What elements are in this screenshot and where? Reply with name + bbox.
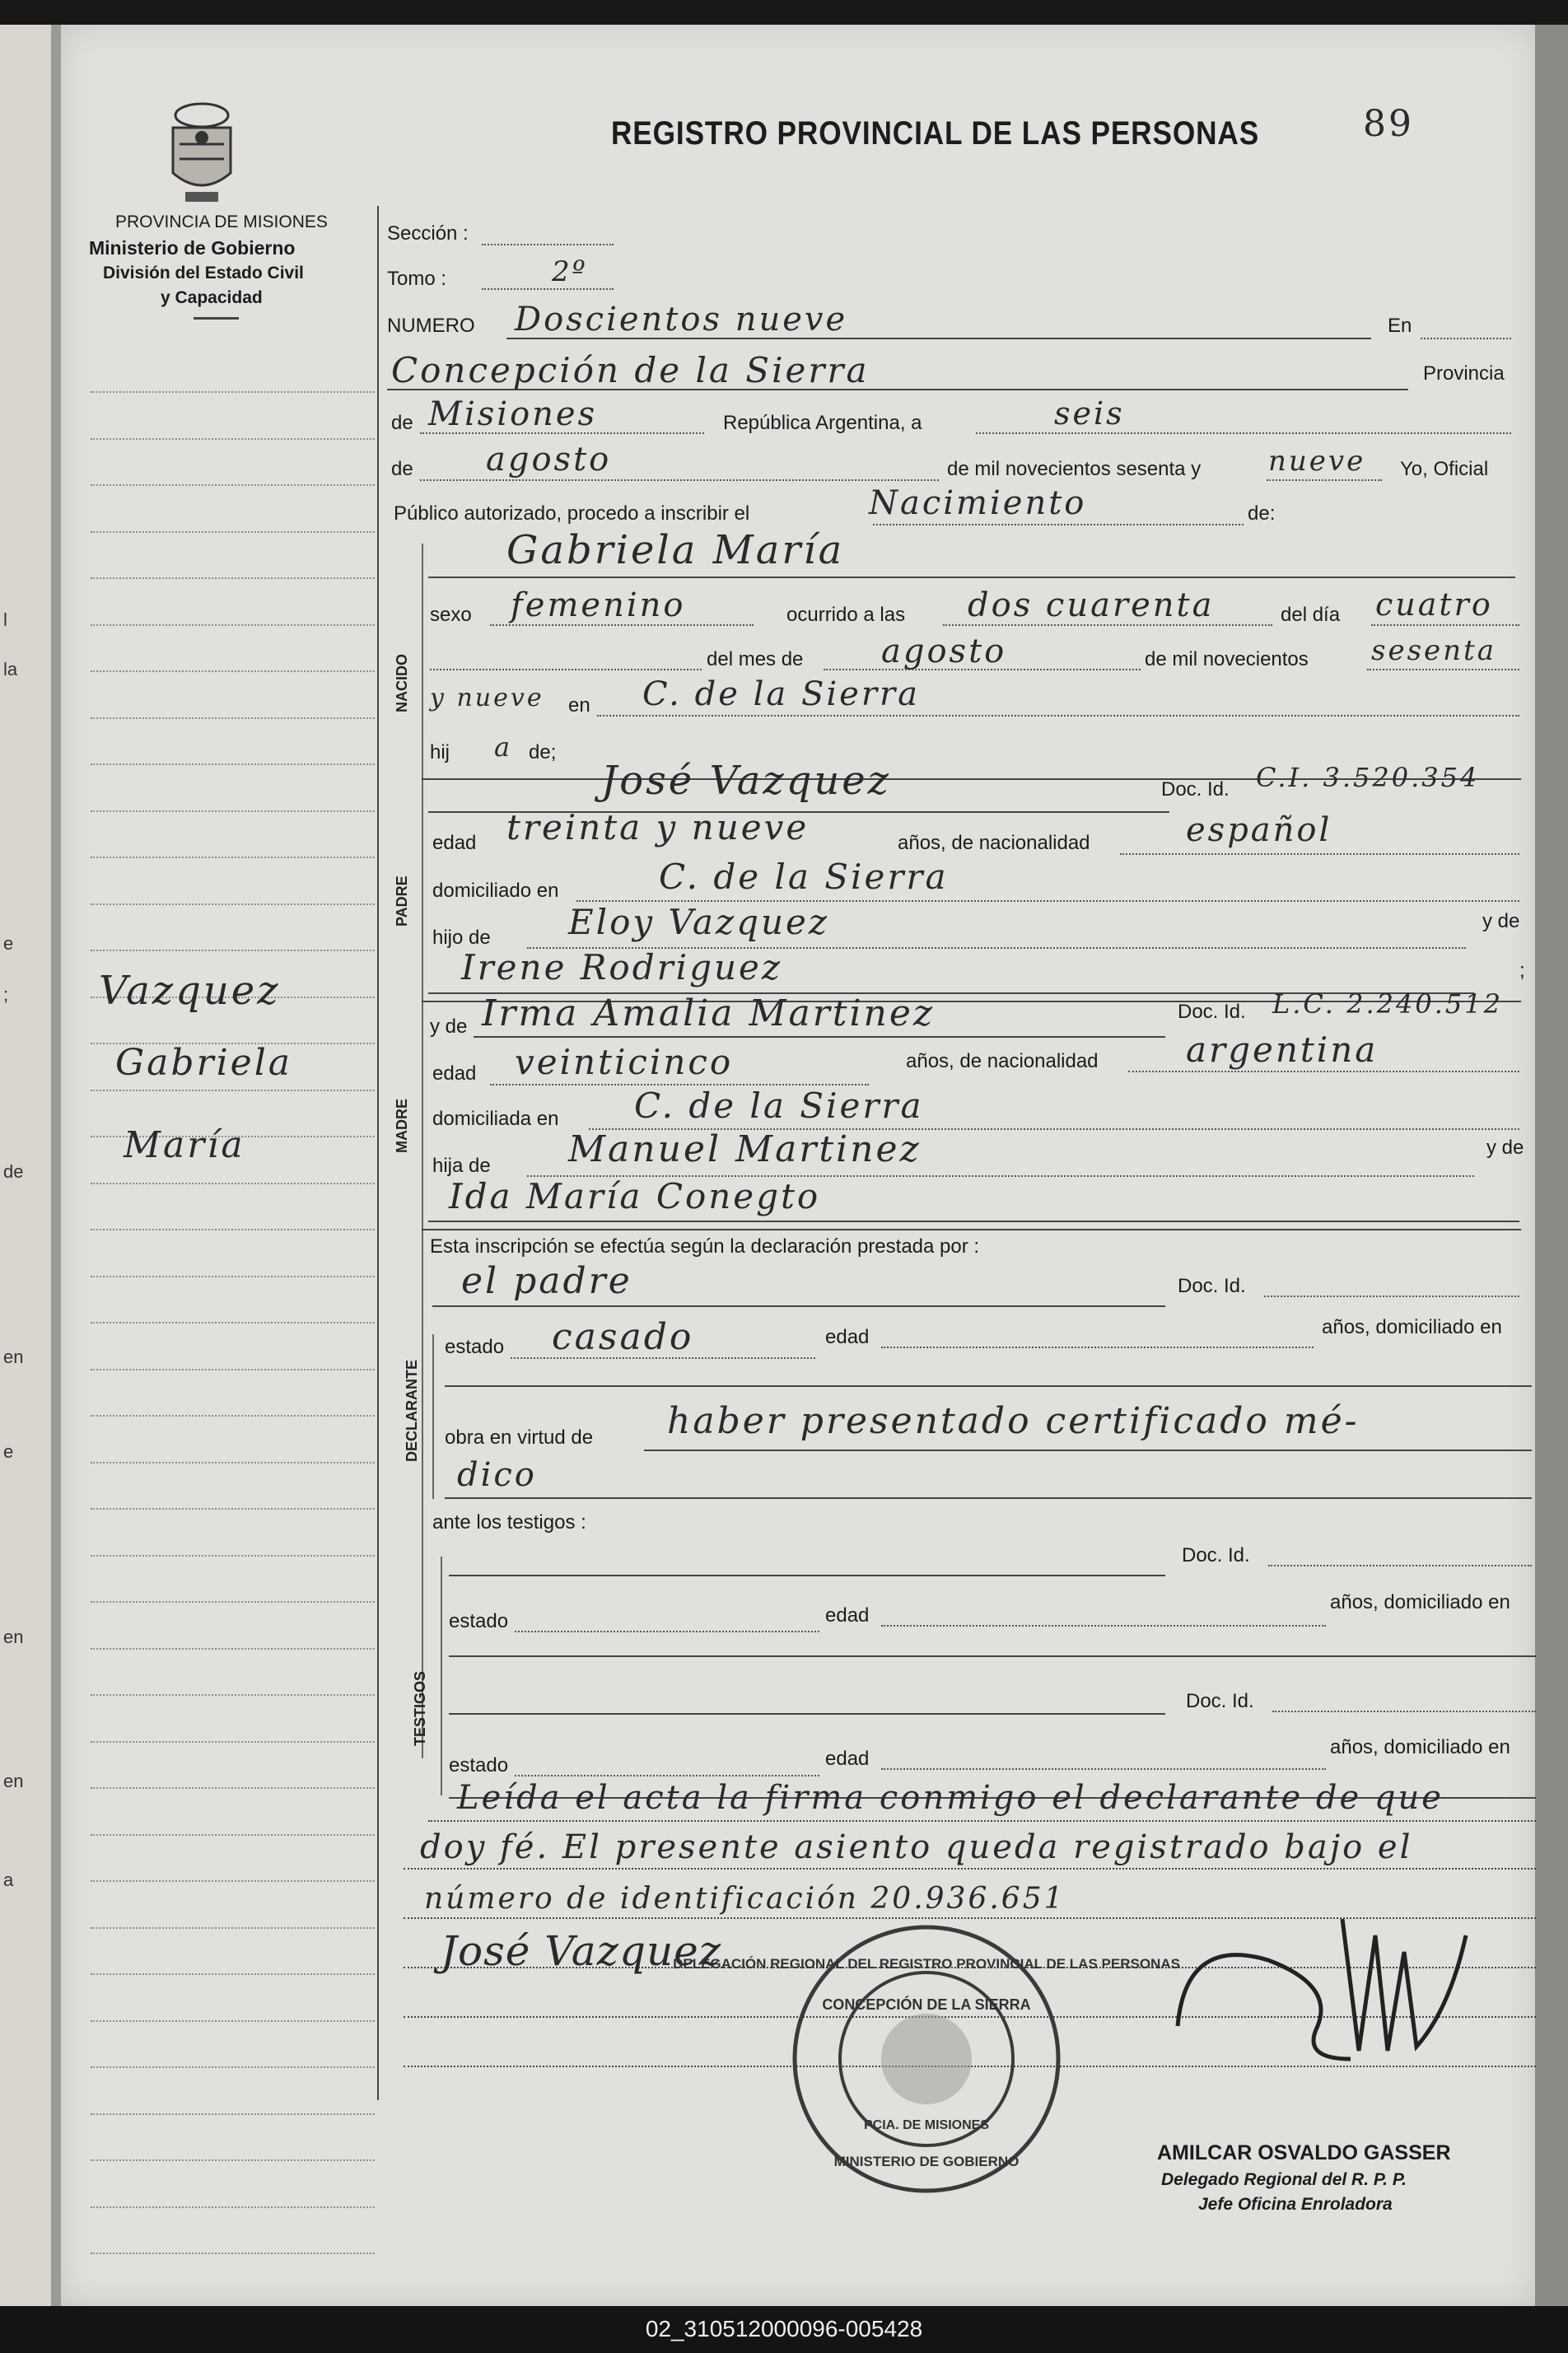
margin-ledger-line bbox=[91, 1787, 375, 1789]
abuelo-value: Eloy Vazquez bbox=[568, 902, 830, 942]
margin-ledger-line bbox=[91, 391, 375, 393]
margin-ledger-line bbox=[91, 1415, 375, 1417]
declarante-dom-rule bbox=[445, 1385, 1532, 1387]
testigos-rule bbox=[441, 1557, 442, 1795]
numero-label: NUMERO bbox=[387, 315, 475, 337]
tomo-label: Tomo : bbox=[387, 268, 447, 290]
madre-hija-label: hija de bbox=[432, 1155, 491, 1177]
margin-ledger-line bbox=[91, 1462, 375, 1464]
main-vertical-rule bbox=[377, 206, 379, 2100]
inner-vertical-rule bbox=[422, 544, 423, 1758]
obra-label: obra en virtud de bbox=[445, 1426, 594, 1449]
margin-ledger-line bbox=[91, 717, 375, 719]
provincia-value: Misiones bbox=[428, 395, 598, 433]
org-line-4: y Capacidad bbox=[161, 288, 263, 307]
margin-ledger-line bbox=[91, 531, 375, 533]
abuela2-value: Ida María Conegto bbox=[449, 1176, 821, 1216]
nacido-nombre: Gabriela María bbox=[506, 527, 845, 573]
org-rule bbox=[194, 317, 239, 320]
declarante-doc-label: Doc. Id. bbox=[1178, 1275, 1246, 1297]
nombre-rule bbox=[428, 577, 1515, 578]
testigo1-edad-label: edad bbox=[825, 1604, 870, 1627]
acto-field bbox=[873, 524, 1244, 525]
numero-value: Doscientos nueve bbox=[515, 301, 848, 338]
margin-ledger-line bbox=[91, 950, 375, 951]
dia-label: del día bbox=[1281, 604, 1341, 626]
madre-bottom-rule bbox=[422, 1229, 1521, 1230]
testigo2-estado-label: estado bbox=[449, 1754, 509, 1776]
nac-lugar-value: C. de la Sierra bbox=[642, 675, 920, 713]
anio-value: nueve bbox=[1268, 445, 1366, 478]
cierre-rule-2 bbox=[404, 1868, 1536, 1870]
en-label-2: en bbox=[568, 694, 590, 717]
testigo1-anios-label: años, domiciliado en bbox=[1330, 1591, 1510, 1613]
stamp-bottom-text: MINISTERIO DE GOBIERNO bbox=[833, 2154, 1020, 2169]
margin-ledger-line bbox=[91, 903, 375, 905]
padre-doc-label: Doc. Id. bbox=[1161, 778, 1230, 801]
padre-doc-value: C.I. 3.520.354 bbox=[1256, 762, 1480, 793]
madre-doc-label: Doc. Id. bbox=[1178, 1001, 1246, 1023]
margin-ledger-line bbox=[91, 763, 375, 765]
left-fragment: la bbox=[3, 659, 18, 679]
margin-ledger-line bbox=[91, 670, 375, 672]
madre-dom-value: C. de la Sierra bbox=[634, 1085, 924, 1126]
seccion-field bbox=[482, 244, 614, 245]
padre-nac-value: español bbox=[1186, 811, 1332, 849]
margin-ledger-line bbox=[91, 1183, 375, 1184]
hijo-suffix: a bbox=[494, 731, 513, 763]
declarante-doc-field bbox=[1264, 1296, 1519, 1297]
margin-ledger-line bbox=[91, 1090, 375, 1091]
anio-field bbox=[1267, 479, 1382, 481]
obra-value: haber presentado certificado mé- bbox=[667, 1400, 1360, 1442]
org-line-3: División del Estado Civil bbox=[103, 264, 304, 282]
declarante-nombre: el padre bbox=[461, 1260, 632, 1302]
declarante-anios-label: años, domiciliado en bbox=[1322, 1316, 1502, 1338]
declarante-signature: José Vazquez bbox=[441, 1927, 722, 1975]
margin-ledger-line bbox=[91, 1834, 375, 1836]
testigo2-edad-label: edad bbox=[825, 1748, 870, 1770]
obra-rule-2 bbox=[445, 1497, 1532, 1499]
stamp-sub-text: PCIA. DE MISIONES bbox=[863, 2118, 990, 2132]
section-madre: MADRE bbox=[394, 1099, 410, 1153]
testigo2-anios-label: años, domiciliado en bbox=[1330, 1736, 1510, 1758]
officer-signature-icon bbox=[1169, 1886, 1474, 2092]
anio1-field bbox=[1367, 669, 1519, 670]
de-colon-label: de: bbox=[1248, 502, 1276, 525]
blank-field bbox=[430, 669, 702, 670]
official-stamp-icon bbox=[673, 1919, 1180, 2199]
cierre-line-2: doy fé. El presente asiento queda registrado bajo el bbox=[420, 1828, 1413, 1866]
margin-ledger-line bbox=[91, 1880, 375, 1882]
sexo-value: femenino bbox=[511, 586, 686, 624]
left-fragment: ; bbox=[3, 984, 9, 1005]
madre-edad-value: veinticinco bbox=[515, 1042, 734, 1082]
left-fragment: de bbox=[3, 1161, 24, 1182]
margin-ledger-line bbox=[91, 1741, 375, 1743]
padre-edad-value: treinta y nueve bbox=[506, 807, 810, 847]
margin-ledger-line bbox=[91, 2159, 375, 2161]
testigo1-doc-label: Doc. Id. bbox=[1182, 1544, 1250, 1566]
cierre-line-3: número de identificación 20.936.651 bbox=[424, 1882, 1066, 1916]
margin-ledger-line bbox=[91, 810, 375, 812]
madre-yde2-label: y de bbox=[1486, 1137, 1524, 1159]
left-fragment: en bbox=[3, 1347, 24, 1367]
testigo1-dom-rule bbox=[449, 1655, 1536, 1657]
mes-field bbox=[420, 479, 939, 481]
padre-semicolon: ; bbox=[1519, 959, 1525, 982]
book-binding bbox=[51, 25, 61, 2306]
testigo2-doc-label: Doc. Id. bbox=[1186, 1690, 1254, 1712]
padre-edad-label: edad bbox=[432, 832, 477, 854]
testigos-intro: ante los testigos : bbox=[432, 1511, 586, 1534]
dia-value: seis bbox=[1054, 395, 1125, 432]
testigo1-edad-field bbox=[881, 1625, 1326, 1627]
padre-yde-label: y de bbox=[1482, 910, 1520, 932]
page-number: 89 bbox=[1363, 103, 1414, 145]
left-fragment: e bbox=[3, 1441, 14, 1462]
madre-nombre-rule bbox=[474, 1036, 1165, 1038]
ocurrido-label: ocurrido a las bbox=[786, 604, 906, 626]
testigo1-estado-field bbox=[515, 1631, 819, 1632]
madre-nac-label: años, de nacionalidad bbox=[906, 1050, 1099, 1072]
mes-label: del mes de bbox=[707, 648, 804, 670]
tomo-field bbox=[482, 288, 614, 290]
margin-ledger-line bbox=[91, 1555, 375, 1557]
margin-ledger-line bbox=[91, 577, 375, 579]
mes-value: agosto bbox=[486, 441, 612, 479]
mil-label: de mil novecientos bbox=[1145, 648, 1309, 670]
left-fragment: l bbox=[3, 609, 7, 630]
oficial-cargo-2: Jefe Oficina Enroladora bbox=[1198, 2195, 1393, 2214]
abuela-value: Irene Rodriguez bbox=[461, 947, 783, 987]
margin-nombre-2: María bbox=[124, 1124, 245, 1166]
yo-label: Yo, Oficial bbox=[1400, 458, 1489, 480]
margin-apellido: Vazquez bbox=[99, 968, 281, 1014]
testigo1-rule bbox=[449, 1575, 1165, 1576]
testigo2-rule bbox=[449, 1713, 1165, 1715]
testigo2-estado-field bbox=[515, 1775, 819, 1776]
tomo-value: 2º bbox=[552, 255, 588, 288]
org-line-1: PROVINCIA DE MISIONES bbox=[115, 212, 328, 231]
madre-dom-label: domiciliada en bbox=[432, 1108, 559, 1130]
margin-ledger-line bbox=[91, 1369, 375, 1370]
madre-doc-value: L.C. 2.240.512 bbox=[1272, 988, 1503, 1020]
testigo2-doc-field bbox=[1272, 1711, 1536, 1712]
padre-dom-label: domiciliado en bbox=[432, 880, 559, 902]
coat-of-arms-icon bbox=[165, 95, 239, 206]
nac-mes-value: agosto bbox=[881, 633, 1007, 670]
testigo1-doc-field bbox=[1268, 1565, 1532, 1566]
declarante-intro: Esta inscripción se efectúa según la declaración prestada por : bbox=[430, 1235, 980, 1258]
obra-rule bbox=[644, 1450, 1532, 1451]
left-fragment: en bbox=[3, 1771, 24, 1791]
margin-ledger-line bbox=[91, 1229, 375, 1230]
madre-nac-value: argentina bbox=[1186, 1029, 1379, 1070]
margin-ledger-line bbox=[91, 484, 375, 486]
nac-lugar-field bbox=[597, 715, 1519, 717]
publico-label: Público autorizado, procedo a inscribir el bbox=[394, 502, 750, 525]
dia-field bbox=[976, 432, 1511, 434]
padre-nac-field bbox=[1120, 853, 1519, 855]
section-testigos: TESTIGOS bbox=[412, 1670, 428, 1746]
madre-nac-field bbox=[1128, 1071, 1519, 1072]
republica-label: República Argentina, a bbox=[723, 412, 922, 434]
en-label: En bbox=[1388, 315, 1412, 337]
nac-dia-value: cuatro bbox=[1375, 586, 1493, 623]
margin-ledger-line bbox=[91, 1508, 375, 1510]
margin-ledger-line bbox=[91, 1973, 375, 1975]
stamp-outer-text: DELEGACIÓN REGIONAL DEL REGISTRO PROVINCIAL DE LAS PERSONAS bbox=[673, 1956, 1180, 1972]
stamp-inner-text: CONCEPCIÓN DE LA SIERRA bbox=[822, 1996, 1031, 2013]
nac-dia-field bbox=[1371, 624, 1519, 626]
declarante-nombre-rule bbox=[432, 1305, 1165, 1307]
madre-yde-label: y de bbox=[430, 1015, 468, 1038]
hijo-label: hij bbox=[430, 741, 450, 763]
right-page-edge bbox=[1535, 25, 1568, 2306]
oficial-cargo-1: Delegado Regional del R. P. P. bbox=[1161, 2170, 1407, 2189]
lugar-value: Concepción de la Sierra bbox=[391, 350, 870, 390]
novecientos-label: de mil novecientos sesenta y bbox=[947, 458, 1202, 480]
margin-ledger-line bbox=[91, 1648, 375, 1650]
margin-ledger-line bbox=[91, 1322, 375, 1324]
abuelo2-value: Manuel Martinez bbox=[568, 1128, 922, 1170]
testigo1-estado-label: estado bbox=[449, 1610, 509, 1632]
obra-value-2: dico bbox=[457, 1456, 537, 1494]
section-declarante: DECLARANTE bbox=[404, 1360, 420, 1462]
padre-nombre: José Vazquez bbox=[601, 758, 891, 804]
left-fragment: en bbox=[3, 1627, 24, 1647]
declarante-rule bbox=[432, 1334, 434, 1499]
madre-edad-label: edad bbox=[432, 1062, 477, 1085]
sexo-field bbox=[490, 624, 754, 626]
en-field bbox=[1421, 338, 1511, 339]
seccion-label: Sección : bbox=[387, 222, 469, 245]
file-caption: 02_310512000096-005428 bbox=[645, 2316, 923, 2341]
cierre-rule-1 bbox=[428, 1820, 1536, 1822]
de-label: de bbox=[391, 412, 413, 434]
margin-ledger-line bbox=[91, 1927, 375, 1929]
declarante-edad-label: edad bbox=[825, 1326, 870, 1348]
margin-ledger-line bbox=[91, 624, 375, 626]
page-title: REGISTRO PROVINCIAL DE LAS PERSONAS bbox=[611, 115, 1260, 152]
org-line-2: Ministerio de Gobierno bbox=[89, 237, 296, 259]
margin-ledger-line bbox=[91, 857, 375, 858]
margin-ledger-line bbox=[91, 1276, 375, 1277]
sexo-label: sexo bbox=[430, 604, 472, 626]
provincia-label: Provincia bbox=[1423, 362, 1505, 385]
margin-ledger-line bbox=[91, 2066, 375, 2068]
cierre-line-1: Leída el acta la firma conmigo el declarante de que bbox=[457, 1779, 1444, 1817]
hora-field bbox=[943, 624, 1272, 626]
margin-ledger-line bbox=[91, 2206, 375, 2208]
abuela2-rule bbox=[428, 1221, 1519, 1222]
testigo2-edad-field bbox=[881, 1768, 1326, 1770]
margin-nombre-1: Gabriela bbox=[115, 1042, 292, 1084]
margin-ledger-line bbox=[91, 2253, 375, 2254]
acto-value: Nacimiento bbox=[869, 484, 1087, 522]
padre-nac-label: años, de nacionalidad bbox=[898, 832, 1090, 854]
declarante-estado-label: estado bbox=[445, 1336, 505, 1358]
hora-value: dos cuarenta bbox=[968, 586, 1215, 624]
hijo-de-label: de; bbox=[529, 741, 557, 763]
anio2-value: y nueve bbox=[430, 684, 544, 712]
margin-ledger-line bbox=[91, 1601, 375, 1603]
margin-ledger-line bbox=[91, 438, 375, 440]
declarante-edad-field bbox=[881, 1347, 1314, 1348]
padre-hijo-label: hijo de bbox=[432, 927, 491, 949]
declarante-estado-value: casado bbox=[552, 1316, 694, 1358]
anio1-value: sesenta bbox=[1371, 634, 1496, 667]
madre-nombre: Irma Amalia Martinez bbox=[482, 992, 936, 1034]
left-fragment: a bbox=[3, 1870, 14, 1890]
margin-ledger-line bbox=[91, 2113, 375, 2115]
left-fragment: e bbox=[3, 933, 14, 954]
de-label-2: de bbox=[391, 458, 413, 480]
section-nacido: NACIDO bbox=[394, 654, 410, 712]
padre-dom-value: C. de la Sierra bbox=[659, 857, 949, 897]
section-padre: PADRE bbox=[394, 875, 410, 927]
oficial-nombre: AMILCAR OSVALDO GASSER bbox=[1157, 2141, 1451, 2164]
margin-ledger-line bbox=[91, 1694, 375, 1696]
margin-ledger-line bbox=[91, 2020, 375, 2022]
